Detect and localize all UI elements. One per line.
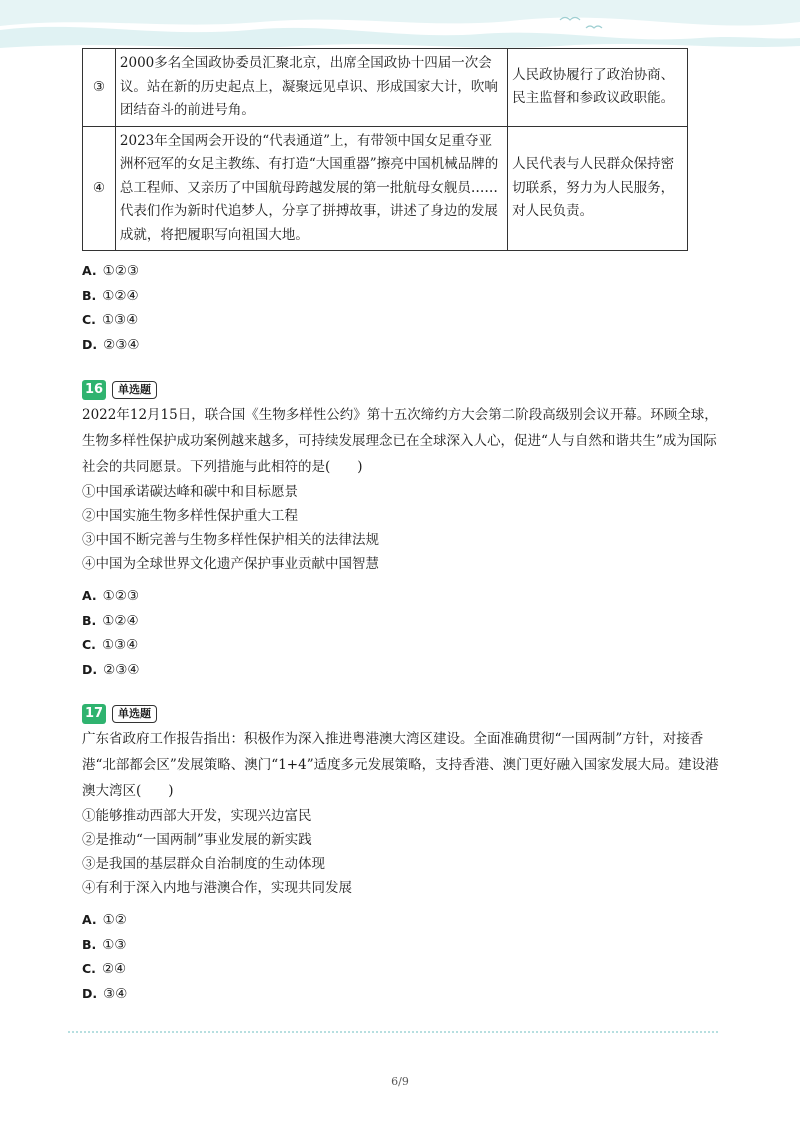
question-number-badge: 17 — [82, 704, 106, 724]
option-b[interactable]: B. ①②④ — [82, 287, 139, 304]
option-c[interactable]: C. ②④ — [82, 961, 127, 977]
option-c[interactable]: C. ①③④ — [82, 637, 139, 653]
statement-item: ②是推动“一国两制”事业发展的新实践 — [82, 832, 312, 848]
statement-item: ④中国为全球世界文化遗产保护事业贡献中国智慧 — [82, 556, 379, 572]
question-type-badge: 单选题 — [112, 705, 157, 723]
prev-options — [82, 259, 722, 357]
q16-options — [82, 584, 722, 682]
option-d[interactable]: D. ②③④ — [82, 336, 140, 353]
row-function: 人民代表与人民群众保持密切联系，努力为人民服务，对人民负责。 — [508, 126, 688, 251]
table-row — [83, 126, 688, 251]
bird-icon — [560, 18, 602, 29]
question-type-badge: 单选题 — [112, 381, 157, 399]
statement-item: ②中国实施生物多样性保护重大工程 — [82, 508, 298, 524]
question-stem: 广东省政府工作报告指出：积极作为深入推进粤港澳大湾区建设。全面准确贯彻“一国两制”方针，对接香港“北部都会区”发展策略、澳门“1+4”适度多元发展策略，支持香港、澳门更好融入国家发展大局。建设港澳大湾区( ) — [82, 731, 719, 799]
statement-item: ③中国不断完善与生物多样性保护相关的法律法规 — [82, 532, 379, 548]
question-number-badge: 16 — [82, 380, 106, 400]
option-a[interactable]: A. ①②③ — [82, 263, 139, 279]
option-b[interactable]: B. ①③ — [82, 936, 127, 953]
page-content — [82, 48, 722, 1006]
statement-item: ①中国承诺碳达峰和碳中和目标愿景 — [82, 484, 298, 500]
question-17 — [82, 704, 722, 1006]
question-header — [82, 704, 722, 724]
statement-item: ③是我国的基层群众自治制度的生动体现 — [82, 856, 325, 872]
option-b[interactable]: B. ①②④ — [82, 612, 139, 629]
row-description: 2023年全国两会开设的“代表通道”上，有带领中国女足重夺亚洲杯冠军的女足主教练、有打造“大国重器”擦亮中国机械品牌的总工程师、又亲历了中国航母跨越发展的第一批航母女舰员……代表们作为新时代追梦人，分享了拼搏故事，讲述了身边的发展成就，将把履职写向祖国大地。 — [115, 126, 507, 251]
statement-item: ①能够推动西部大开发，实现兴边富民 — [82, 808, 312, 824]
option-a[interactable]: A. ①② — [82, 912, 127, 928]
footer-divider — [68, 1031, 718, 1033]
option-c[interactable]: C. ①③④ — [82, 312, 139, 328]
option-a[interactable]: A. ①②③ — [82, 588, 139, 604]
question-header — [82, 380, 722, 400]
table-row — [83, 49, 688, 127]
page-number: 6/9 — [391, 1075, 409, 1088]
question-stem: 2022年12月15日，联合国《生物多样性公约》第十五次缔约方大会第二阶段高级别会议开幕。环顾全球，生物多样性保护成功案例越来越多，可持续发展理念已在全球深入人心，促进“人与自然和谐共生”成为国际社会的共同愿景。下列措施与此相符的是( ) — [82, 407, 718, 475]
row-function: 人民政协履行了政治协商、民主监督和参政议政职能。 — [508, 49, 688, 127]
row-number: ④ — [83, 126, 116, 251]
statement-item: ④有利于深入内地与港澳合作，实现共同发展 — [82, 880, 352, 896]
row-number: ③ — [83, 49, 116, 127]
row-description: 2000多名全国政协委员汇聚北京，出席全国政协十四届一次会议。站在新的历史起点上，凝聚远见卓识、形成国家大计，吹响团结奋斗的前进号角。 — [115, 49, 507, 127]
prev-question-table — [82, 48, 688, 251]
option-d[interactable]: D. ②③④ — [82, 661, 140, 678]
option-d[interactable]: D. ③④ — [82, 985, 128, 1002]
question-16 — [82, 380, 722, 682]
q17-options — [82, 908, 722, 1006]
